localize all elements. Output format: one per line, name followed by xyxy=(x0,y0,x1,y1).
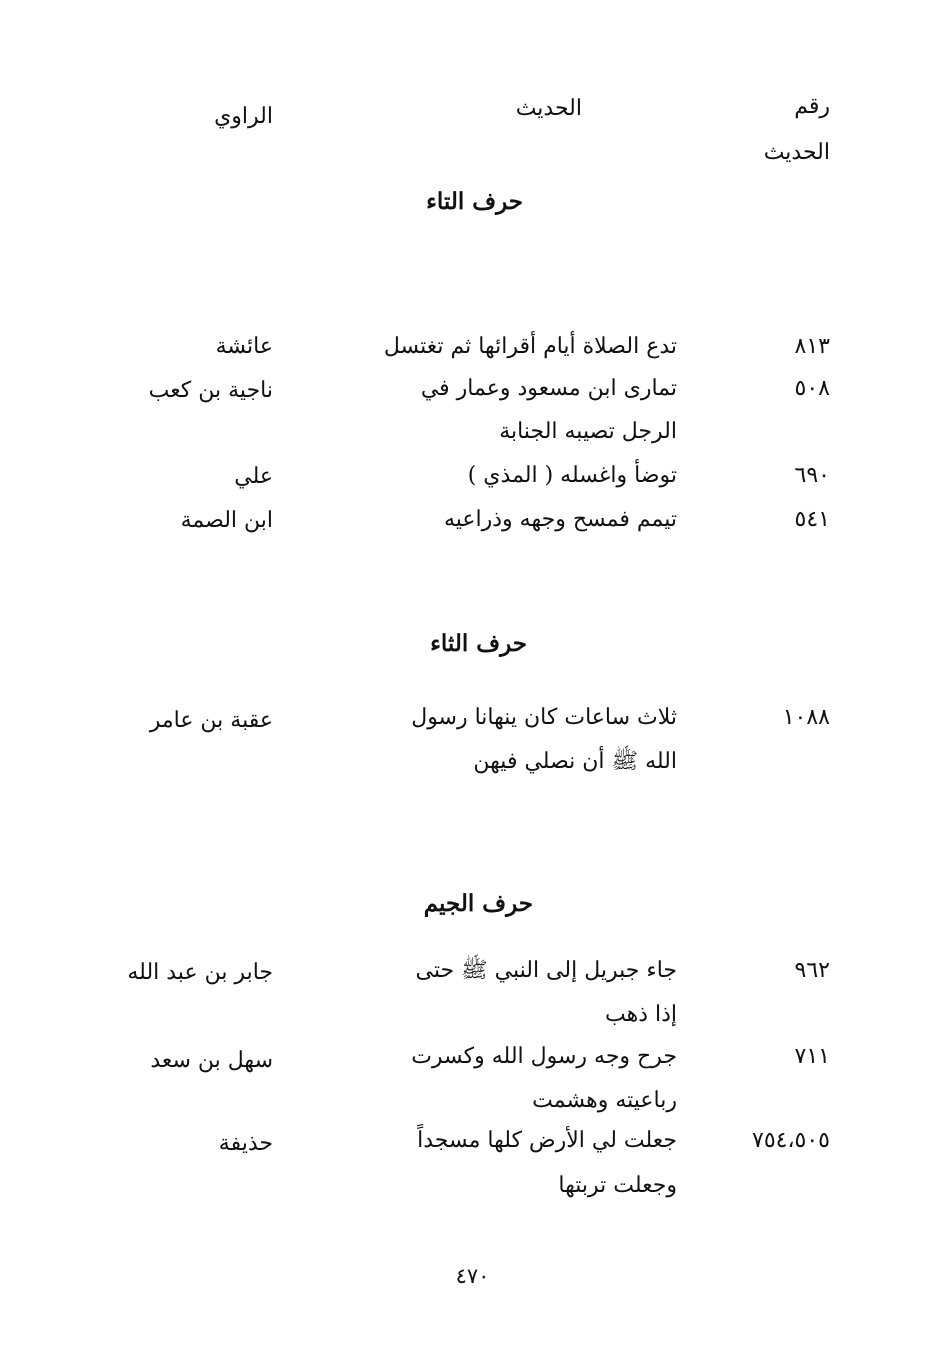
hadith-text-continued: وجعلت تربتها xyxy=(558,1173,677,1198)
section-title-thaa: حرف الثاء xyxy=(430,630,527,657)
hadith-text-continued: الله ﷺ أن نصلي فيهن xyxy=(473,749,677,774)
page-number: ٤٧٠ xyxy=(455,1264,490,1288)
section-title-taa: حرف التاء xyxy=(426,188,523,215)
hadith-text: جاء جبريل إلى النبي ﷺ حتى xyxy=(415,958,677,983)
hadith-narrator: علي xyxy=(234,464,273,489)
hadith-text-continued: الرجل تصيبه الجنابة xyxy=(499,419,677,444)
hadith-narrator: ابن الصمة xyxy=(180,508,273,533)
hadith-text: ثلاث ساعات كان ينهانا رسول xyxy=(411,705,677,730)
hadith-narrator: ناجية بن كعب xyxy=(148,378,273,403)
hadith-number: ٦٩٠ xyxy=(794,463,830,488)
hadith-text: تيمم فمسح وجهه وذراعيه xyxy=(443,507,677,532)
hadith-narrator: عائشة xyxy=(215,334,273,359)
hadith-number: ٧١١ xyxy=(794,1044,830,1069)
hadith-narrator: سهل بن سعد xyxy=(150,1048,273,1073)
header-hadith: الحديث xyxy=(515,96,582,121)
hadith-narrator: جابر بن عبد الله xyxy=(127,960,273,985)
hadith-text: تمارى ابن مسعود وعمار في xyxy=(420,376,677,401)
hadith-number: ١٠٨٨ xyxy=(782,705,830,730)
hadith-text: جعلت لي الأرض كلها مسجداً xyxy=(417,1128,677,1153)
hadith-text-continued: إذا ذهب xyxy=(604,1002,677,1027)
hadith-narrator: حذيفة xyxy=(218,1131,273,1156)
section-title-jeem: حرف الجيم xyxy=(423,890,533,917)
header-narrator: الراوي xyxy=(214,104,273,129)
hadith-narrator: عقبة بن عامر xyxy=(149,708,273,733)
hadith-number: ٥٤١ xyxy=(794,507,830,532)
hadith-number: ٧٥٤،٥٠٥ xyxy=(752,1128,830,1153)
hadith-text: توضأ واغسله ( المذي ) xyxy=(467,463,677,488)
header-number-line1: رقم xyxy=(794,94,830,119)
hadith-number: ٨١٣ xyxy=(794,334,830,359)
hadith-text: جرح وجه رسول الله وكسرت xyxy=(411,1044,677,1069)
hadith-number: ٩٦٢ xyxy=(794,958,830,983)
header-number-line2: الحديث xyxy=(763,140,830,165)
hadith-text-continued: رباعيته وهشمت xyxy=(532,1088,677,1113)
hadith-text: تدع الصلاة أيام أقرائها ثم تغتسل xyxy=(383,334,677,359)
hadith-number: ٥٠٨ xyxy=(794,376,830,401)
